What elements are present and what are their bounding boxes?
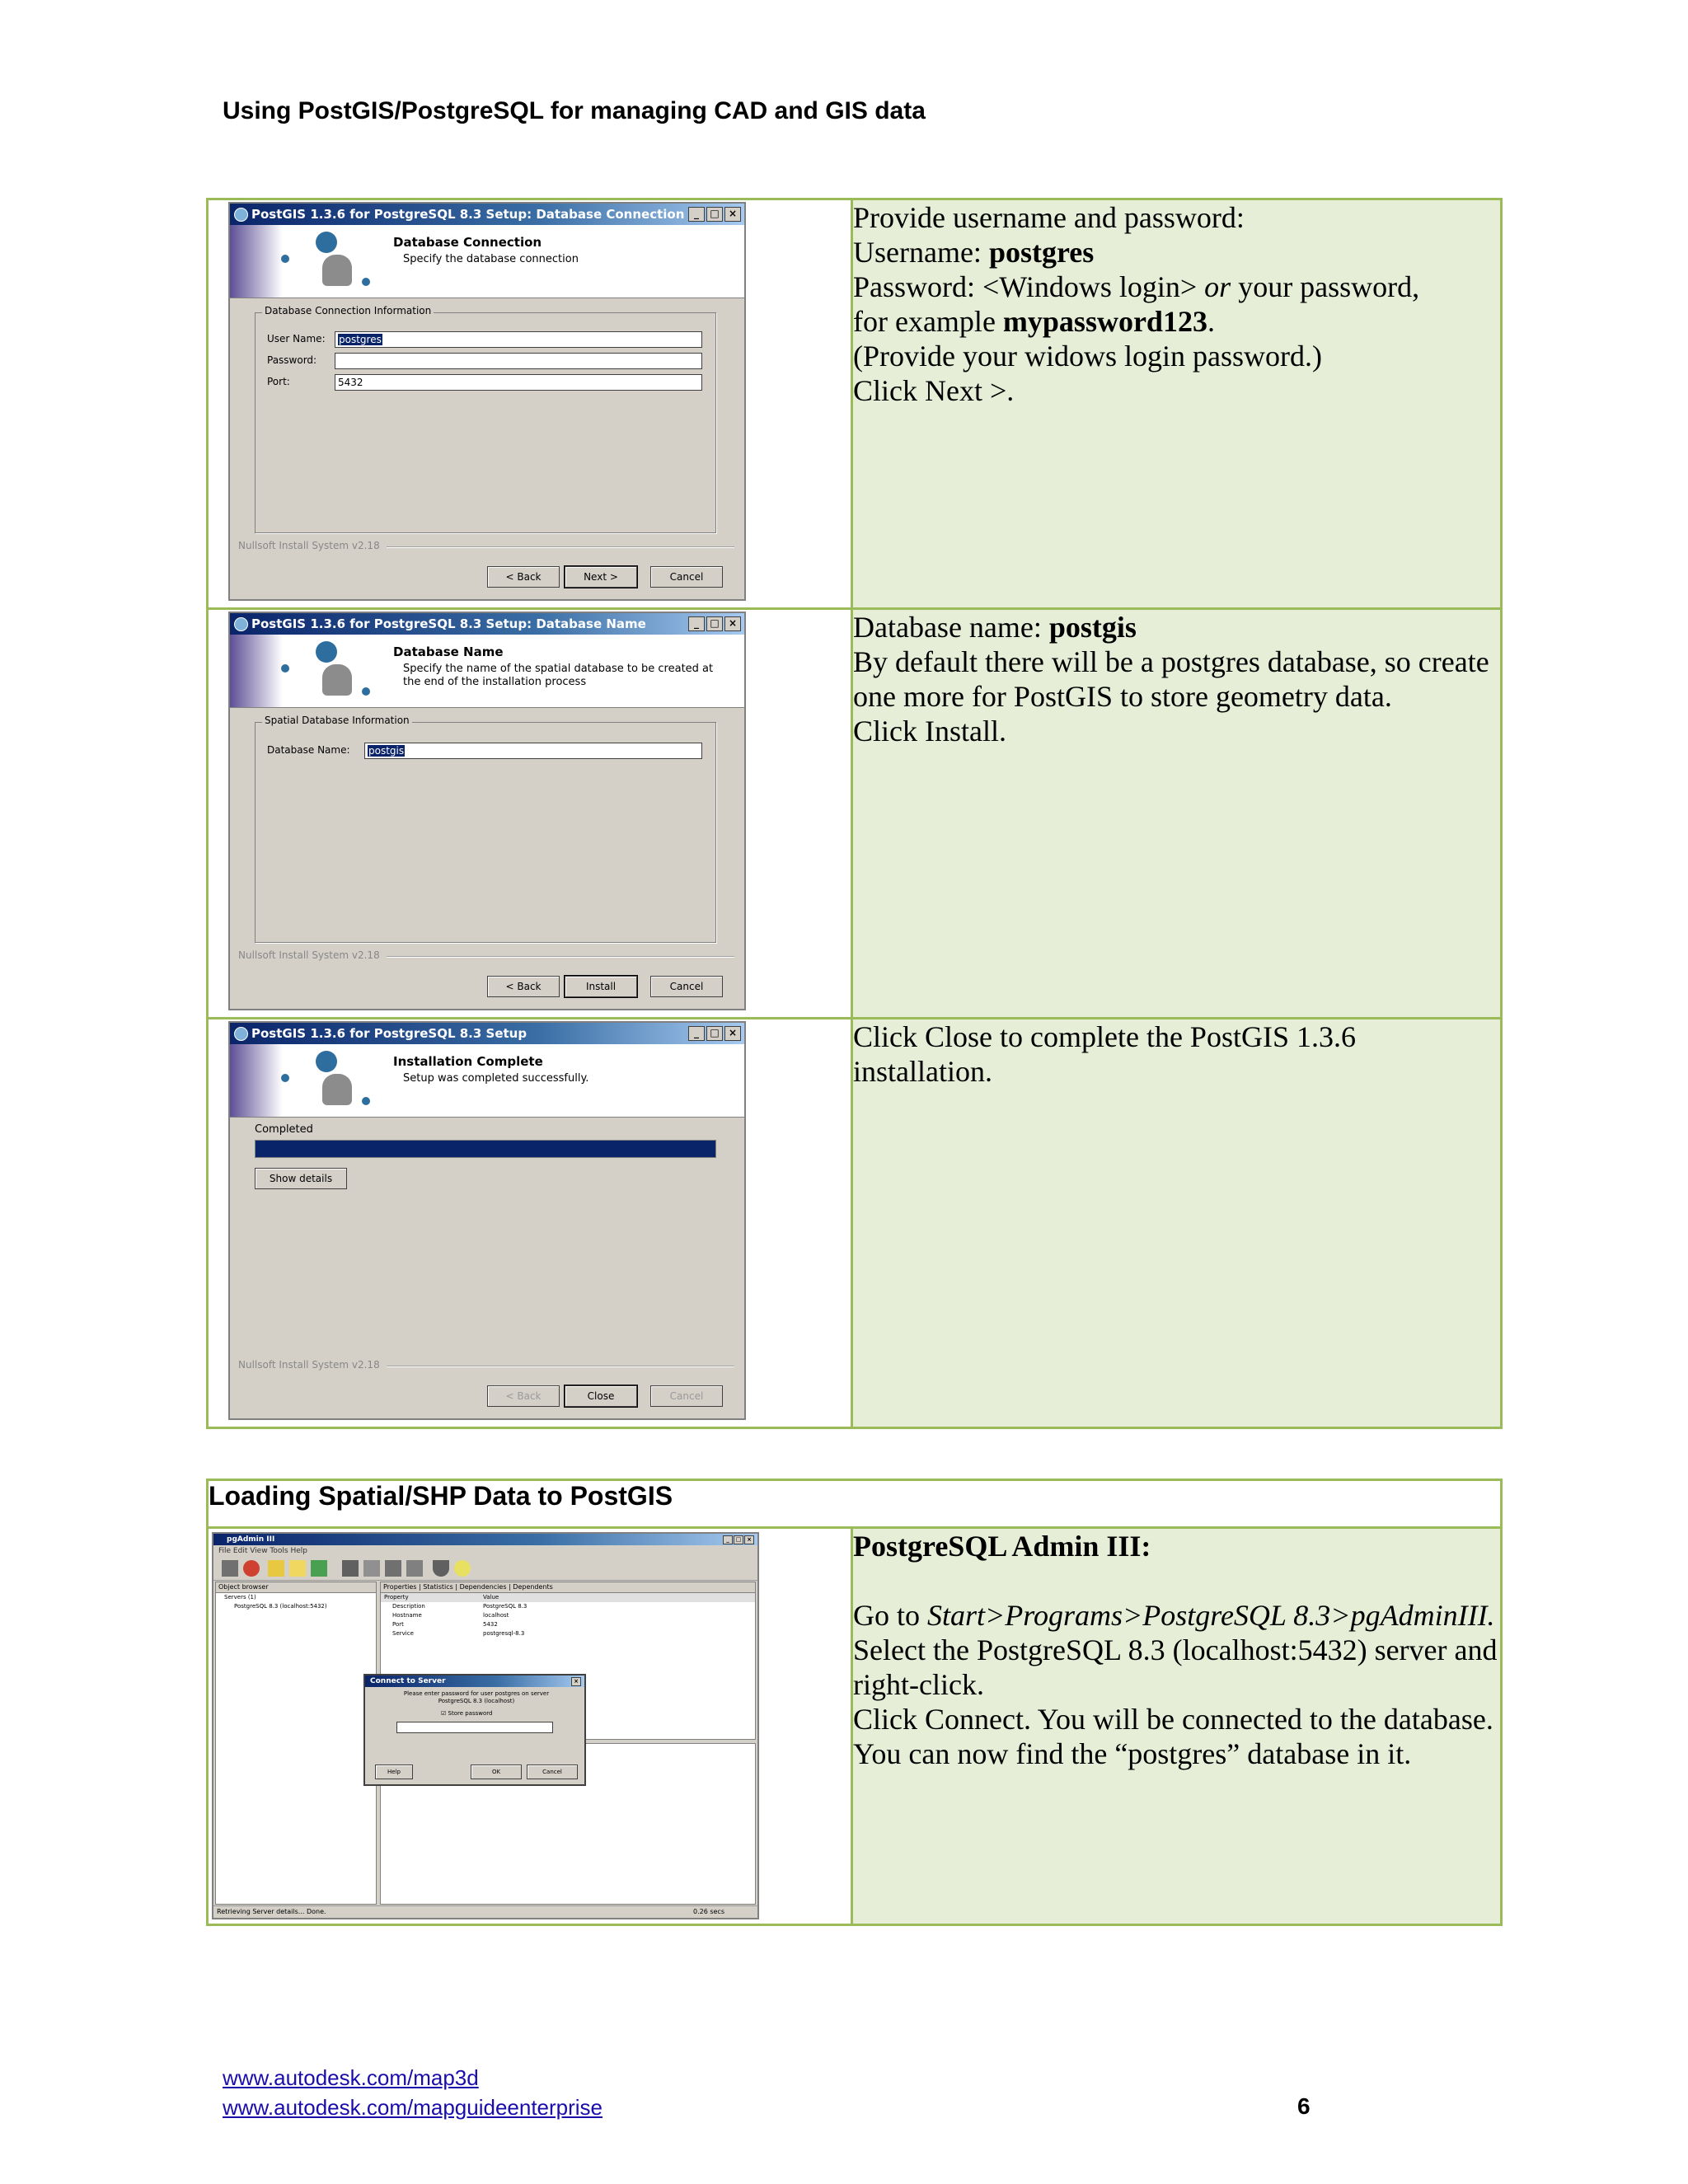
grid-icon[interactable] xyxy=(363,1560,380,1577)
maximize-icon[interactable]: □ xyxy=(734,1535,743,1544)
back-button[interactable]: < Back xyxy=(487,566,560,588)
database-name-value: postgis xyxy=(368,745,405,757)
instruction-line: Click Install. xyxy=(853,715,1006,748)
col-property: Property xyxy=(384,1594,409,1601)
dot-icon xyxy=(281,1074,289,1082)
property-row xyxy=(381,1611,755,1620)
nsis-label: Nullsoft Install System v2.18 xyxy=(238,1359,380,1371)
close-icon[interactable]: × xyxy=(724,616,741,631)
dot-icon xyxy=(281,255,289,263)
property-row xyxy=(381,1602,755,1611)
text-span: Go to xyxy=(853,1599,927,1632)
spatial-db-group xyxy=(255,715,716,943)
globe-icon xyxy=(316,1051,337,1072)
step-row-complete xyxy=(208,1019,1502,1428)
window-controls xyxy=(722,1535,754,1545)
user-name-value: postgres xyxy=(339,334,382,345)
window-controls xyxy=(570,1677,581,1687)
window-controls xyxy=(687,207,741,225)
dialog-title: PostGIS 1.3.6 for PostgreSQL 8.3 Setup: Database Connection xyxy=(251,207,685,222)
instruction-line xyxy=(853,610,1500,644)
instruction-cell xyxy=(852,609,1502,1019)
elephant-icon xyxy=(322,1074,352,1105)
installer-dialog-dbname xyxy=(228,612,746,1010)
pgadmin-title: pgAdmin III xyxy=(227,1535,275,1544)
progress-label: Completed xyxy=(255,1123,313,1136)
dot-icon xyxy=(362,687,370,696)
spacer xyxy=(853,1563,1500,1598)
text-span: or xyxy=(1204,270,1231,303)
step-row-connection xyxy=(208,199,1502,609)
database-name-label: Database Name: xyxy=(267,744,350,756)
dialog-title: PostGIS 1.3.6 for PostgreSQL 8.3 Setup: Database Name xyxy=(251,616,646,631)
elephant-icon xyxy=(322,255,352,286)
minimize-icon[interactable]: _ xyxy=(688,207,705,222)
instruction-line xyxy=(853,1598,1500,1633)
instruction-line xyxy=(853,235,1500,269)
banner-stripe xyxy=(230,225,283,298)
connect-titlebar xyxy=(365,1675,584,1687)
step-row-dbname xyxy=(208,609,1502,1019)
window-controls xyxy=(687,1026,741,1044)
instruction-line: Provide username and password: xyxy=(853,201,1245,234)
shield-icon[interactable] xyxy=(433,1560,449,1577)
minimize-icon[interactable]: _ xyxy=(723,1535,733,1544)
banner-subtitle: Specify the database connection xyxy=(403,253,579,265)
banner-stripe xyxy=(230,1044,283,1117)
progress-bar xyxy=(255,1140,716,1158)
pgadmin-titlebar xyxy=(213,1534,757,1545)
maximize-icon[interactable]: □ xyxy=(706,207,723,222)
close-button[interactable]: Close xyxy=(565,1385,637,1407)
elephant-icon xyxy=(322,664,352,696)
col-value: Value xyxy=(483,1594,499,1601)
banner-title: Database Connection xyxy=(393,235,542,250)
password-input[interactable] xyxy=(335,353,702,369)
dot-icon xyxy=(362,1097,370,1105)
screenshot-cell xyxy=(208,609,852,1019)
dialog-banner xyxy=(230,225,744,298)
instruction-line: (Provide your widows login password.) xyxy=(853,340,1322,373)
group-label: Spatial Database Information xyxy=(262,715,412,726)
dialog-title: PostGIS 1.3.6 for PostgreSQL 8.3 Setup xyxy=(251,1026,528,1041)
pgadmin-toolbar xyxy=(213,1557,757,1581)
app-icon xyxy=(234,208,248,222)
installer-dialog-connection xyxy=(228,202,746,601)
footer-link-mapguide[interactable]: www.autodesk.com/mapguideenterprise xyxy=(223,2095,603,2120)
back-button[interactable]: < Back xyxy=(487,976,560,997)
property-value: localhost xyxy=(483,1612,509,1619)
cancel-button[interactable]: Cancel xyxy=(650,566,723,588)
instruction-paragraph: You can now find the “postgres” database in it. xyxy=(853,1737,1412,1770)
banner-stripe xyxy=(230,635,283,707)
cancel-button[interactable]: Cancel xyxy=(650,1385,723,1407)
ok-button[interactable]: OK xyxy=(471,1765,522,1779)
property-value: PostgreSQL 8.3 xyxy=(483,1603,528,1610)
pgadmin-row xyxy=(208,1528,1502,1925)
loading-data-table xyxy=(206,1479,1503,1926)
pgadmin-menubar[interactable]: File Edit View Tools Help xyxy=(218,1547,307,1555)
text-span: Database name: xyxy=(853,611,1049,644)
globe-icon xyxy=(316,232,337,253)
cancel-button[interactable]: Cancel xyxy=(650,976,723,997)
instruction-line xyxy=(853,304,1500,339)
screenshot-cell xyxy=(208,199,852,609)
user-name-input[interactable] xyxy=(335,331,702,348)
text-span: . xyxy=(1207,305,1215,338)
section-heading-row xyxy=(208,1480,1502,1528)
password-label: Password: xyxy=(267,354,317,366)
instruction-paragraph: Click Connect. You will be connected to the database. xyxy=(853,1703,1493,1736)
connect-to-server-dialog xyxy=(363,1674,586,1786)
dialog-titlebar xyxy=(230,613,744,635)
status-text: Retrieving Server details... Done. xyxy=(217,1908,326,1915)
property-name: Hostname xyxy=(392,1612,422,1619)
close-icon[interactable]: × xyxy=(571,1677,581,1686)
banner-title: Installation Complete xyxy=(393,1054,543,1069)
instruction-paragraph: By default there will be a postgres database, so create one more for PostGIS to store geometry data. xyxy=(853,645,1489,713)
text-span: your password, xyxy=(1231,270,1420,303)
install-button[interactable]: Install xyxy=(565,976,637,997)
status-time: 0.26 secs xyxy=(692,1908,724,1915)
connect-message: Please enter password for user postgres on server PostgreSQL 8.3 (localhost) xyxy=(403,1690,550,1704)
menu-path: Start>Programs>PostgreSQL 8.3>pgAdminIII. xyxy=(927,1599,1495,1632)
nsis-label: Nullsoft Install System v2.18 xyxy=(238,540,380,551)
maximize-icon[interactable]: □ xyxy=(706,1026,723,1041)
property-row xyxy=(381,1620,755,1629)
example-password: mypassword123 xyxy=(1002,305,1207,338)
nsis-divider xyxy=(387,546,734,548)
banner-title: Database Name xyxy=(393,644,504,659)
wrench-icon[interactable] xyxy=(406,1560,423,1577)
instruction-line xyxy=(853,269,1500,304)
instruction-line: Click Next >. xyxy=(853,374,1015,407)
dialog-titlebar xyxy=(230,1023,744,1044)
properties-tabs[interactable]: Properties | Statistics | Dependencies | Dependents xyxy=(381,1582,755,1593)
dot-icon xyxy=(362,278,370,286)
instruction-cell xyxy=(852,1019,1502,1428)
screenshot-cell xyxy=(208,1528,852,1925)
banner-subtitle: Specify the name of the spatial database to be created at the end of the installation process xyxy=(403,663,714,688)
dialog-titlebar xyxy=(230,204,744,225)
store-password-checkbox[interactable]: ☑ Store password xyxy=(441,1710,493,1717)
instruction-title: PostgreSQL Admin III: xyxy=(853,1530,1151,1563)
group-label: Database Connection Information xyxy=(262,305,434,316)
password-input[interactable] xyxy=(396,1722,553,1733)
object-browser xyxy=(215,1582,377,1905)
port-label: Port: xyxy=(267,376,290,387)
globe-icon xyxy=(316,641,337,663)
properties-header-row xyxy=(381,1593,755,1602)
minimize-icon[interactable]: _ xyxy=(688,1026,705,1041)
screenshot-cell xyxy=(208,1019,852,1428)
connect-title: Connect to Server xyxy=(370,1677,446,1685)
property-name: Service xyxy=(392,1630,414,1637)
minimize-icon[interactable]: _ xyxy=(688,616,705,631)
property-name: Port xyxy=(392,1621,404,1628)
sql-icon[interactable] xyxy=(342,1560,359,1577)
database-name-input[interactable] xyxy=(364,743,702,759)
connect-icon[interactable] xyxy=(222,1560,238,1577)
show-details-button[interactable]: Show details xyxy=(255,1168,347,1189)
property-value: 5432 xyxy=(483,1621,498,1628)
property-row xyxy=(381,1629,755,1638)
username-value: postgres xyxy=(988,236,1095,269)
maximize-icon[interactable]: □ xyxy=(706,616,723,631)
folder-icon[interactable] xyxy=(268,1560,284,1577)
nsis-divider xyxy=(387,1366,734,1367)
pgadmin-window xyxy=(212,1532,759,1919)
installer-dialog-complete xyxy=(228,1021,746,1420)
close-icon[interactable]: × xyxy=(724,207,741,222)
object-browser-header: Object browser xyxy=(216,1582,376,1593)
save-icon[interactable] xyxy=(385,1560,401,1577)
refresh-icon[interactable] xyxy=(243,1560,260,1577)
text-span: Username: xyxy=(853,236,989,269)
object-icon[interactable] xyxy=(289,1560,306,1577)
recycle-icon[interactable] xyxy=(311,1560,327,1577)
pgadmin-statusbar xyxy=(213,1905,757,1918)
cancel-button[interactable]: Cancel xyxy=(527,1765,578,1779)
instruction-paragraph: Select the PostgreSQL 8.3 (localhost:5432) server and right-click. xyxy=(853,1633,1498,1701)
help-button[interactable]: Help xyxy=(375,1765,413,1779)
close-icon[interactable]: × xyxy=(724,1026,741,1041)
page-header: Using PostGIS/PostgreSQL for managing CAD and GIS data xyxy=(223,97,926,124)
next-button[interactable]: Next > xyxy=(565,566,637,588)
close-icon[interactable]: × xyxy=(744,1535,754,1544)
window-controls xyxy=(687,616,741,635)
text-span: for example xyxy=(853,305,1003,338)
instruction-paragraph: Click Close to complete the PostGIS 1.3.6 installation. xyxy=(853,1020,1356,1088)
app-icon xyxy=(234,617,248,631)
installer-steps-table xyxy=(206,198,1503,1429)
store-password-label: Store password xyxy=(448,1710,493,1717)
tree-item-servers[interactable]: Servers (1) xyxy=(224,1594,256,1601)
page-number: 6 xyxy=(1297,2093,1311,2119)
tree-item-server[interactable]: PostgreSQL 8.3 (localhost:5432) xyxy=(234,1603,327,1610)
property-name: Description xyxy=(392,1603,425,1610)
connection-group xyxy=(255,305,716,533)
port-input[interactable]: 5432 xyxy=(335,374,702,391)
help-icon[interactable] xyxy=(454,1560,471,1577)
property-value: postgresql-8.3 xyxy=(483,1630,525,1637)
section-heading: Loading Spatial/SHP Data to PostGIS xyxy=(208,1480,1502,1528)
dot-icon xyxy=(281,664,289,673)
nsis-divider xyxy=(387,956,734,958)
instruction-cell xyxy=(852,1528,1502,1925)
database-name-bold: postgis xyxy=(1048,611,1137,644)
banner-subtitle: Setup was completed successfully. xyxy=(403,1072,589,1085)
dialog-banner xyxy=(230,1044,744,1118)
dialog-banner xyxy=(230,635,744,708)
user-name-label: User Name: xyxy=(267,333,326,344)
back-button[interactable]: < Back xyxy=(487,1385,560,1407)
nsis-label: Nullsoft Install System v2.18 xyxy=(238,949,380,961)
text-span: Password: <Windows login> xyxy=(853,270,1205,303)
instruction-cell xyxy=(852,199,1502,609)
app-icon xyxy=(234,1027,248,1041)
footer-link-map3d[interactable]: www.autodesk.com/map3d xyxy=(223,2065,479,2090)
